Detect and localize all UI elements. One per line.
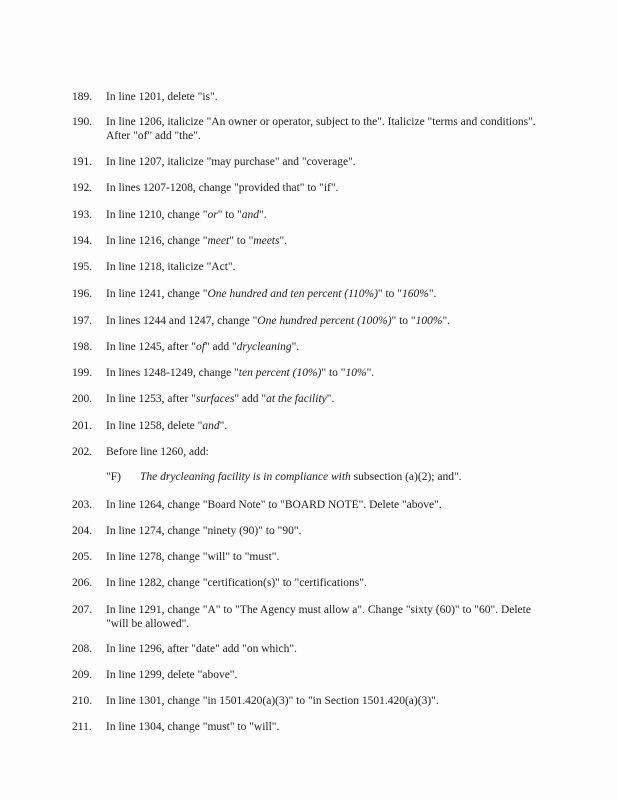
italic-text: One hundred and ten percent (110%)	[207, 288, 378, 300]
item-number: 210.	[72, 695, 93, 707]
text-run: ".	[279, 235, 288, 247]
subsection-label: "F)	[106, 471, 121, 483]
item-number: 209.	[72, 669, 93, 681]
text-run: " add "	[234, 393, 267, 405]
text-run: In line 1291, change "A" to "The Agency must allow a". Change "sixty (60)" to "60". Delete "will be allowed".	[106, 604, 531, 630]
text-run: In line 1258, delete "	[106, 420, 203, 432]
text-run: ".	[326, 393, 335, 405]
italic-text: or	[207, 209, 218, 221]
item-number: 205.	[72, 551, 93, 563]
text-run: In line 1296, after "date" add "on which".	[106, 643, 297, 655]
inserted-subsection	[106, 470, 526, 484]
item-text	[106, 366, 542, 380]
italic-text: The drycleaning facility is in compliance with	[140, 471, 351, 483]
text-run: ".	[428, 288, 437, 300]
item-text	[106, 234, 542, 248]
item-text	[106, 576, 542, 590]
italic-text: drycleaning	[236, 341, 292, 353]
text-run: ".	[219, 420, 228, 432]
item-number: 193.	[72, 209, 93, 221]
text-run: In line 1301, change "in 1501.420(a)(3)" to "in Section 1501.420(a)(3)".	[106, 695, 439, 707]
text-run: Before line 1260, add:	[106, 446, 209, 458]
item-number: 197.	[72, 315, 93, 327]
item-number: 200.	[72, 393, 93, 405]
italic-text: of	[195, 341, 205, 353]
text-run: " to "	[321, 367, 346, 379]
text-run: " to "	[377, 288, 402, 300]
item-number: 196.	[72, 288, 93, 300]
italic-text: 10%	[345, 367, 367, 379]
item-text	[106, 445, 542, 459]
item-number: 194.	[72, 235, 93, 247]
item-number: 203.	[72, 499, 93, 511]
item-text	[106, 155, 542, 169]
text-run: ".	[442, 315, 451, 327]
item-number: 208.	[72, 643, 93, 655]
item-text	[106, 314, 542, 328]
item-text	[106, 181, 542, 195]
text-run: In line 1218, italicize "Act".	[106, 261, 236, 273]
item-number: 199.	[72, 367, 93, 379]
item-text	[106, 603, 542, 631]
text-run: In line 1206, italicize "An owner or operator, subject to the". Italicize "terms and conditions". After "of" add "the".	[106, 116, 536, 142]
item-text	[106, 498, 542, 512]
item-number: 206.	[72, 577, 93, 589]
text-run: In line 1241, change "	[106, 288, 208, 300]
text-run: In line 1299, delete "above".	[106, 669, 238, 681]
text-run: subsection (a)(2); and".	[350, 471, 462, 483]
italic-text: meet	[207, 235, 230, 247]
italic-text: at the facility	[266, 393, 327, 405]
text-run: " to "	[217, 209, 242, 221]
italic-text: surfaces	[195, 393, 235, 405]
item-number: 192.	[72, 182, 93, 194]
item-number: 202.	[72, 446, 93, 458]
item-number: 207.	[72, 604, 93, 616]
text-run: " to "	[229, 235, 254, 247]
text-run: " add "	[204, 341, 237, 353]
item-number: 201.	[72, 420, 93, 432]
item-number: 204.	[72, 525, 93, 537]
text-run: ".	[259, 209, 267, 221]
text-run: In lines 1207-1208, change "provided that" to "if".	[106, 182, 339, 194]
italic-text: and	[241, 209, 260, 221]
text-run: In line 1207, italicize "may purchase" and "coverage".	[106, 156, 356, 168]
italic-text: and	[202, 420, 220, 432]
item-text	[106, 392, 542, 406]
text-run: In lines 1244 and 1247, change "	[106, 315, 258, 327]
text-run: In line 1282, change "certification(s)" to "certifications".	[106, 577, 367, 589]
item-text	[106, 419, 542, 433]
text-run: ".	[291, 341, 300, 353]
item-text	[106, 694, 542, 708]
italic-text: One hundred percent (100%)	[257, 315, 392, 327]
italic-text: ten percent (10%)	[238, 367, 322, 379]
text-run: In line 1216, change "	[106, 235, 208, 247]
item-number: 195.	[72, 261, 93, 273]
text-run: In line 1304, change "must" to "will".	[106, 721, 280, 733]
italic-text: meets	[253, 235, 280, 247]
text-run: ".	[366, 367, 375, 379]
text-run: In line 1253, after "	[106, 393, 196, 405]
item-number: 191.	[72, 156, 93, 168]
item-text	[106, 90, 542, 104]
subsection-text	[140, 471, 462, 483]
item-text	[106, 340, 542, 354]
item-text	[106, 208, 542, 222]
item-text	[106, 115, 542, 143]
item-text	[106, 260, 542, 274]
item-text	[106, 287, 542, 301]
item-number: 190.	[72, 116, 93, 128]
text-run: In line 1274, change "ninety (90)" to "90".	[106, 525, 302, 537]
item-number: 211.	[72, 721, 92, 733]
text-run: In line 1210, change "	[106, 209, 208, 221]
item-text	[106, 550, 542, 564]
item-text	[106, 720, 542, 734]
text-run: In line 1245, after "	[106, 341, 196, 353]
text-run: " to "	[391, 315, 416, 327]
text-run: In line 1201, delete "is".	[106, 91, 218, 103]
item-text	[106, 642, 542, 656]
text-run: In lines 1248-1249, change "	[106, 367, 239, 379]
text-run: In line 1278, change "will" to "must".	[106, 551, 280, 563]
item-text	[106, 668, 542, 682]
item-text	[106, 524, 542, 538]
item-number: 198.	[72, 341, 93, 353]
text-run: In line 1264, change "Board Note" to "BOARD NOTE". Delete "above".	[106, 499, 442, 511]
italic-text: 100%	[415, 315, 443, 327]
item-number: 189.	[72, 91, 93, 103]
italic-text: 160%	[402, 288, 429, 300]
